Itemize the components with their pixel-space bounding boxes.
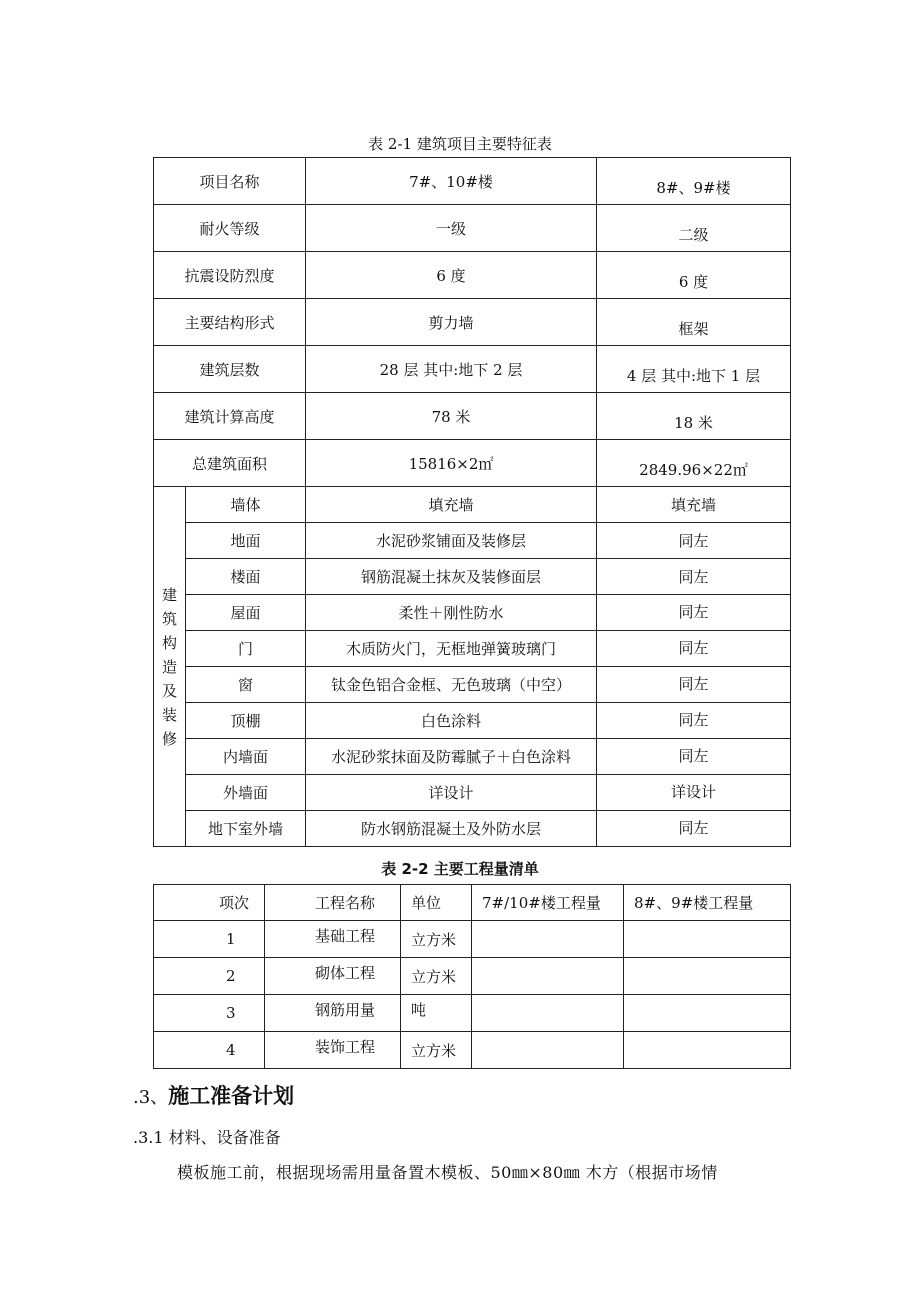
sub-value-a: 木质防火门，无框地弹簧玻璃门 (306, 631, 597, 667)
sub-value-b: 填充墙 (597, 487, 791, 523)
sub-value-b: 同左 (597, 739, 791, 775)
table-cell: 钢筋用量 (265, 995, 401, 1032)
construction-row (154, 631, 791, 667)
construction-row (154, 739, 791, 775)
sub-value-a: 水泥砂浆抹面及防霉腻子＋白色涂料 (306, 739, 597, 775)
construction-row (154, 811, 791, 847)
feature-value-a: 7#、10#楼 (306, 158, 597, 205)
sub-value-a: 水泥砂浆铺面及装修层 (306, 523, 597, 559)
sub-label: 外墙面 (186, 775, 306, 811)
table-cell (624, 1032, 791, 1069)
table-cell: 吨 (401, 995, 472, 1032)
building-features-table (153, 157, 791, 847)
feature-label: 建筑计算高度 (154, 393, 306, 440)
feature-label: 主要结构形式 (154, 299, 306, 346)
table-cell (624, 921, 791, 958)
sub-value-b: 同左 (597, 595, 791, 631)
feature-value-a: 15816×2㎡ (306, 440, 597, 487)
feature-row (154, 299, 791, 346)
sub-value-b: 详设计 (597, 775, 791, 811)
feature-row (154, 252, 791, 299)
table-cell: 1 (154, 921, 265, 958)
sub-value-a: 白色涂料 (306, 703, 597, 739)
sub-label: 地下室外墙 (186, 811, 306, 847)
sub-value-b: 同左 (597, 523, 791, 559)
feature-row (154, 205, 791, 252)
table-cell: 立方米 (401, 958, 472, 995)
section-number: .3、 (133, 1087, 169, 1108)
feature-label: 抗震设防烈度 (154, 252, 306, 299)
table-row (154, 1032, 791, 1069)
sub-label: 内墙面 (186, 739, 306, 775)
table-cell: 2 (154, 958, 265, 995)
sub-value-a: 详设计 (306, 775, 597, 811)
feature-label: 建筑层数 (154, 346, 306, 393)
sub-value-b: 同左 (597, 631, 791, 667)
table-cell (624, 958, 791, 995)
sub-value-b: 同左 (597, 559, 791, 595)
sub-value-b: 同左 (597, 811, 791, 847)
table-cell (472, 958, 624, 995)
construction-row (154, 667, 791, 703)
construction-row (154, 703, 791, 739)
feature-row (154, 158, 791, 205)
column-header: 工程名称 (265, 885, 401, 921)
feature-value-b: 2849.96×22㎡ (597, 440, 791, 487)
table1-caption: 表 2-1 建筑项目主要特征表 (368, 135, 552, 153)
table-row (154, 958, 791, 995)
quantity-table (153, 884, 791, 1069)
group-label-char: 修 (161, 729, 177, 748)
construction-row (154, 559, 791, 595)
table-cell (472, 995, 624, 1032)
table-cell (624, 995, 791, 1032)
table-cell: 装饰工程 (265, 1032, 401, 1069)
construction-row (154, 775, 791, 811)
table-cell: 3 (154, 995, 265, 1032)
feature-row (154, 440, 791, 487)
table-row (154, 921, 791, 958)
sub-value-a: 填充墙 (306, 487, 597, 523)
feature-value-b: 框架 (597, 299, 791, 346)
table-cell (472, 1032, 624, 1069)
group-label-char: 建 (161, 585, 177, 604)
feature-value-b: 18 米 (597, 393, 791, 440)
feature-value-b: 4 层 其中:地下 1 层 (597, 346, 791, 393)
section-title: 施工准备计划 (168, 1084, 295, 1108)
group-label (154, 487, 186, 847)
column-header: 项次 (154, 885, 265, 921)
feature-value-a: 剪力墙 (306, 299, 597, 346)
sub-label: 楼面 (186, 559, 306, 595)
sub-label: 墙体 (186, 487, 306, 523)
table-row (154, 995, 791, 1032)
sub-label: 顶棚 (186, 703, 306, 739)
table-cell (472, 921, 624, 958)
table-cell: 基础工程 (265, 921, 401, 958)
paragraph: 模板施工前，根据现场需用量备置木模板、50㎜×80㎜ 木方（根据市场情 (177, 1163, 718, 1182)
construction-row (154, 487, 791, 523)
sub-value-b: 同左 (597, 667, 791, 703)
sub-value-a: 钛金色铝合金框、无色玻璃（中空） (306, 667, 597, 703)
feature-row (154, 393, 791, 440)
group-label-char: 及 (161, 681, 177, 700)
group-label-char: 造 (161, 657, 177, 676)
table2-caption: 表 2-2 主要工程量清单 (381, 860, 539, 878)
sub-label: 地面 (186, 523, 306, 559)
table-cell: 4 (154, 1032, 265, 1069)
feature-value-a: 6 度 (306, 252, 597, 299)
sub-label: 窗 (186, 667, 306, 703)
sub-heading: .3.1 材料、设备准备 (133, 1128, 281, 1147)
construction-row (154, 595, 791, 631)
section-heading (133, 1080, 294, 1110)
group-label-char: 筑 (161, 609, 177, 628)
feature-value-b: 6 度 (597, 252, 791, 299)
header-row (154, 885, 791, 921)
feature-label: 总建筑面积 (154, 440, 306, 487)
sub-label: 门 (186, 631, 306, 667)
feature-label: 耐火等级 (154, 205, 306, 252)
table-cell: 立方米 (401, 921, 472, 958)
feature-row (154, 346, 791, 393)
feature-value-a: 78 米 (306, 393, 597, 440)
table-cell: 砌体工程 (265, 958, 401, 995)
sub-value-a: 钢筋混凝土抹灰及装修面层 (306, 559, 597, 595)
feature-label: 项目名称 (154, 158, 306, 205)
group-label-char: 构 (161, 633, 177, 652)
sub-value-a: 防水钢筋混凝土及外防水层 (306, 811, 597, 847)
column-header: 7#/10#楼工程量 (472, 885, 624, 921)
column-header: 单位 (401, 885, 472, 921)
column-header: 8#、9#楼工程量 (624, 885, 791, 921)
feature-value-b: 8#、9#楼 (597, 158, 791, 205)
sub-value-a: 柔性＋刚性防水 (306, 595, 597, 631)
feature-value-b: 二级 (597, 205, 791, 252)
group-label-char: 装 (161, 705, 177, 724)
sub-label: 屋面 (186, 595, 306, 631)
feature-value-a: 一级 (306, 205, 597, 252)
sub-value-b: 同左 (597, 703, 791, 739)
construction-row (154, 523, 791, 559)
table-cell: 立方米 (401, 1032, 472, 1069)
feature-value-a: 28 层 其中:地下 2 层 (306, 346, 597, 393)
